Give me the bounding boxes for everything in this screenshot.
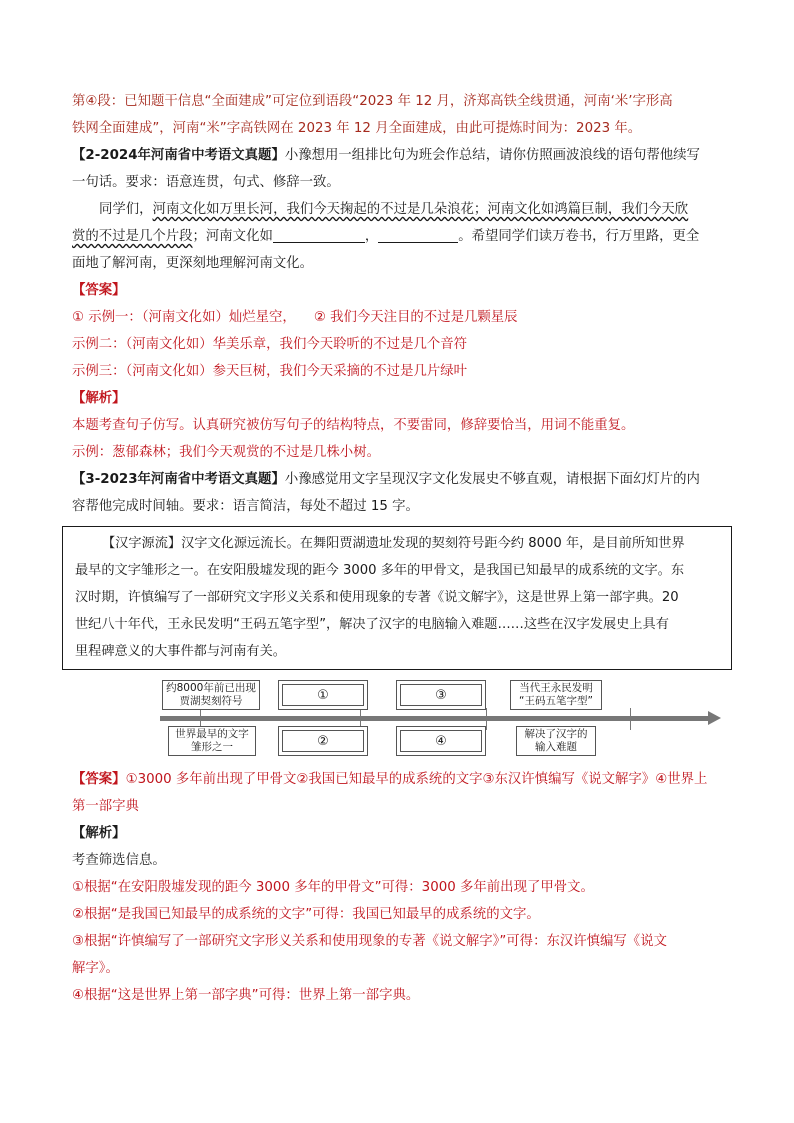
top-text-line-2: 铁网全面建成”，河南“米”字高铁网在 2023 年 12 月全面建成，由此可提炼时间为：2023 年。 <box>72 121 642 136</box>
blank-number: ③ <box>435 687 447 703</box>
analysis-line-1: 本题考查句子仿写。认真研究被仿写句子的结构特点，不要雷同，修辞要恰当，用词不能重复。 <box>72 418 635 433</box>
box-line-4: 世纪八十年代，王永民发明“王码五笔字型”，解决了汉字的电脑输入难题……这些在汉字发展史上具有 <box>75 617 669 632</box>
question-3-tag: 【3-2023年河南省中考语文真题】 <box>72 472 285 487</box>
box-line-3: 汉时期，许慎编写了一部研究文字形义关系和使用现象的专著《说文解字》，这是世界上第一部字典。20 <box>75 590 679 605</box>
question-2-passage-line-3: 面地了解河南，更深刻地理解河南文化。 <box>72 256 314 271</box>
question-3-answer-line-2: 第一部字典 <box>72 799 139 814</box>
passage-sep: ， <box>364 229 379 244</box>
analysis-item-4: ④根据“这是世界上第一部字典”可得：世界上第一部字典。 <box>72 988 420 1003</box>
question-2-passage-line-2 <box>72 223 722 250</box>
document-page <box>72 88 722 1009</box>
box-line-1: 【汉字源流】汉字文化源远流长。在舞阳贾湖遗址发现的契刻符号距今约 8000 年，是目前所知世界 <box>102 536 685 551</box>
blank-number: ② <box>317 733 329 749</box>
analysis-item-2: ②根据“是我国已知最早的成系统的文字”可得：我国已知最早的成系统的文字。 <box>72 907 540 922</box>
passage-end: 。希望同学们读万卷书，行万里路，更全 <box>458 229 700 244</box>
blank-number: ① <box>317 687 329 703</box>
timeline-arrowhead <box>708 711 721 725</box>
wavy-underlined-text-cont: 赏的不过是几个片段 <box>72 229 193 244</box>
timeline-blank-3[interactable] <box>396 680 486 710</box>
timeline-node-4-bottom <box>516 726 596 756</box>
answer-example-3: 示例三：（河南文化如）参天巨树，我们今天采摘的不过是几片绿叶 <box>72 364 468 379</box>
answer-text: ①3000 多年前出现了甲骨文②我国已知最早的成系统的文字③东汉许慎编写《说文解字》④世界上 <box>125 772 708 787</box>
timeline-tick <box>630 708 631 730</box>
node-text: 雏形之一 <box>191 741 233 753</box>
timeline-node-4-top <box>510 680 602 710</box>
analysis-intro: 考查筛选信息。 <box>72 853 166 868</box>
node-text: 解决了汉字的 <box>524 728 588 740</box>
node-text: 当代王永民发明 <box>519 682 593 694</box>
timeline-node-1-top <box>162 680 260 710</box>
node-text: 输入难题 <box>535 741 577 753</box>
blank-1[interactable] <box>273 226 365 243</box>
node-text: “王码五笔字型” <box>519 695 593 707</box>
question-2-stem-line-2: 一句话。要求：语意连贯，句式、修辞一致。 <box>72 175 340 190</box>
timeline-node-1-bottom <box>168 726 256 756</box>
analysis-item-3: ③根据“许慎编写了一部研究文字形义关系和使用现象的专著《说文解字》”可得：东汉许慎编写《说文 <box>72 934 667 949</box>
analysis-item-3-cont: 解字》。 <box>72 961 119 976</box>
answer-label: 【答案】 <box>72 283 126 298</box>
answer-example-1 <box>72 304 722 331</box>
reading-material-box <box>62 526 732 670</box>
top-text-line-1: 第④段：已知题干信息“全面建成”可定位到语段“2023 年 12 月，济郑高铁全线贯通，河南‘米’字形高 <box>72 94 673 109</box>
analysis-item-1: ①根据“在安阳殷墟发现的距今 3000 多年的甲骨文”可得：3000 多年前出现了甲骨文。 <box>72 880 594 895</box>
timeline-blank-2[interactable] <box>278 726 368 756</box>
timeline-blank-1[interactable] <box>278 680 368 710</box>
question-3-stem-line-2: 容帮他完成时间轴。要求：语言简洁，每处不超过 15 字。 <box>72 499 419 514</box>
analysis-label: 【解析】 <box>72 826 126 841</box>
question-3-stem <box>72 466 722 493</box>
question-2-passage-line-1 <box>72 196 722 223</box>
blank-2[interactable] <box>378 226 458 243</box>
node-text: 世界最早的文字 <box>175 728 249 740</box>
wavy-underlined-text: 河南文化如万里长河，我们今天掬起的不过是几朵浪花；河南文化如鸿篇巨制，我们今天欣 <box>152 202 689 217</box>
question-2-stem <box>72 142 722 169</box>
question-3-stem-text: 小豫感觉用文字呈现汉字文化发展史不够直观，请根据下面幻灯片的内 <box>284 472 700 487</box>
question-2-tag: 【2-2024年河南省中考语文真题】 <box>72 148 285 163</box>
timeline-blank-4[interactable] <box>396 726 486 756</box>
node-text: 约8000年前已出现 <box>166 682 256 694</box>
question-3-answer <box>72 766 722 793</box>
box-line-2: 最早的文字雏形之一。在安阳殷墟发现的距今 3000 多年的甲骨文，是我国已知最早的成系统的文字。东 <box>75 563 685 578</box>
question-2-stem-text: 小豫想用一组排比句为班会作总结，请你仿照画波浪线的语句帮他续写 <box>284 148 700 163</box>
answer-example-2: 示例二：（河南文化如）华美乐章，我们今天聆听的不过是几个音符 <box>72 337 468 352</box>
box-line-5: 里程碑意义的大事件都与河南有关。 <box>75 644 286 659</box>
passage-start: 同学们， <box>99 202 153 217</box>
timeline-tick <box>486 708 487 730</box>
passage-mid: ；河南文化如 <box>192 229 273 244</box>
answer-example-1a: ① 示例一：（河南文化如）灿烂星空， <box>72 310 296 325</box>
timeline-diagram <box>160 678 720 760</box>
node-text: 贾湖契刻符号 <box>179 695 243 707</box>
answer-label: 【答案】 <box>72 772 126 787</box>
analysis-line-2: 示例：葱郁森林；我们今天观赏的不过是几株小树。 <box>72 445 380 460</box>
blank-number: ④ <box>435 733 447 749</box>
answer-example-1b: ② 我们今天注目的不过是几颗星辰 <box>313 310 518 325</box>
analysis-label: 【解析】 <box>72 391 126 406</box>
